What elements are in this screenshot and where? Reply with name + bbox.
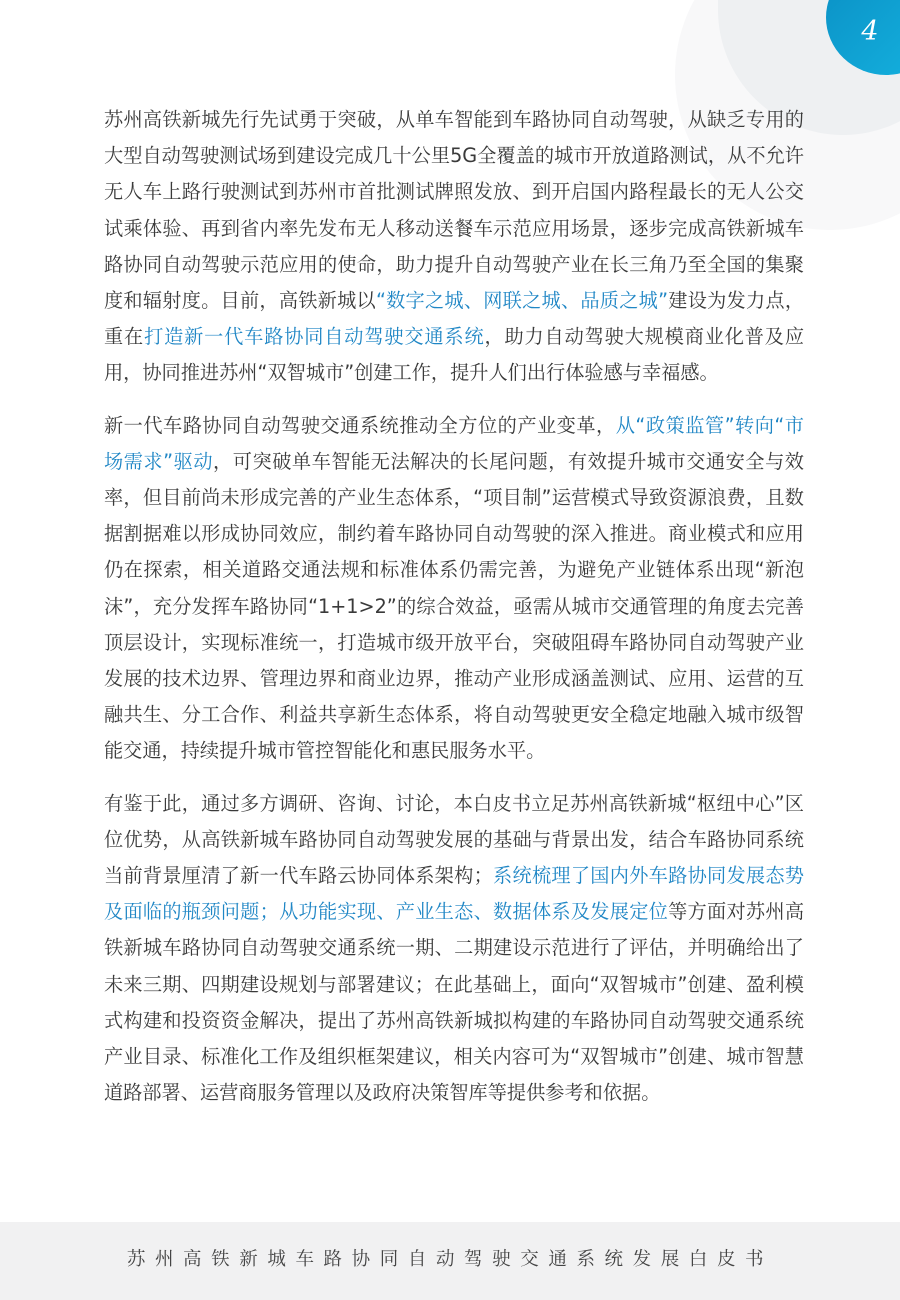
text-segment: ，助力自动驾驶大规模商业化普及应用，协同推进苏州“双智城市”创建工作，提升人们出行体验感与幸福感。 <box>104 325 805 385</box>
highlighted-text: “数字之城、网联之城、品质之城” <box>375 289 669 313</box>
footer-bar <box>0 1222 900 1300</box>
text-segment: ，可突破单车智能无法解决的长尾问题，有效提升城市交通安全与效率，但目前尚未形成完善的产业生态体系，“项目制”运营模式导致资源浪费，且数据割据难以形成协同效应，制约着车路协同自动驾驶的深入推进。商业模式和应用仍在探索，相关道路交通法规和标准体系仍需完善，为避免产业链体系出现“新泡沫”，充分发挥车路协同“1+1>2”的综合效益，亟需从城市交通管理的角度去完善顶层设计，实现标准统一，打造城市级开放平台，突破阻碍车路协同自动驾驶产业发展的技术边界、管理边界和商业边界，推动产业形成涵盖测试、应用、运营的互融共生、分工合作、利益共享新生态体系，将自动驾驶更安全稳定地融入城市级智能交通，持续提升城市管控智能化和惠民服务水平。 <box>104 449 804 763</box>
body-text <box>104 102 804 1127</box>
paragraph-1 <box>104 102 804 392</box>
text-segment: 新一代车路协同自动驾驶交通系统推动全方位的产业变革， <box>104 413 616 437</box>
highlighted-text: 打造新一代车路协同自动驾驶交通系统 <box>144 325 485 349</box>
footer-title: 苏州高铁新城车路协同自动驾驶交通系统发展白皮书 <box>126 1249 774 1270</box>
page-number: 4 <box>861 16 879 47</box>
highlighted-text: 从“政策监管”转向“市场需求”驱动 <box>104 413 804 473</box>
text-segment: 有鉴于此，通过多方调研、咨询、讨论，本白皮书立足苏州高铁新城“枢纽中心”区位优势，从高铁新城车路协同自动驾驶发展的基础与背景出发，结合车路协同系统当前背景厘清了新一代车路云协同体系架构； <box>104 791 804 888</box>
text-segment: 建设为发力点，重在 <box>104 289 805 349</box>
paragraph-3 <box>104 786 804 1112</box>
highlighted-text: 系统梳理了国内外车路协同发展态势及面临的瓶颈问题；从功能实现、产业生态、数据体系及发展定位 <box>104 864 805 924</box>
text-segment: 等方面对苏州高铁新城车路协同自动驾驶交通系统一期、二期建设示范进行了评估，并明确给出了未来三期、四期建设规划与部署建议；在此基础上，面向“双智城市”创建、盈利模式构建和投资资金解决，提出了苏州高铁新城拟构建的车路协同自动驾驶交通系统产业目录、标准化工作及组织框架建议，相关内容可为“双智城市”创建、城市智慧道路部署、运营商服务管理以及政府决策智库等提供参考和依据。 <box>104 900 805 1105</box>
paragraph-2 <box>104 408 804 770</box>
text-segment: 苏州高铁新城先行先试勇于突破，从单车智能到车路协同自动驾驶，从缺乏专用的大型自动驾驶测试场到建设完成几十公里5G全覆盖的城市开放道路测试，从不允许无人车上路行驶测试到苏州市首批测试牌照发放、到开启国内路程最长的无人公交试乘体验、再到省内率先发布无人移动送餐车示范应用场景，逐步完成高铁新城车路协同自动驾驶示范应用的使命，助力提升自动驾驶产业在长三角乃至全国的集聚度和辐射度。目前，高铁新城以 <box>104 108 804 313</box>
